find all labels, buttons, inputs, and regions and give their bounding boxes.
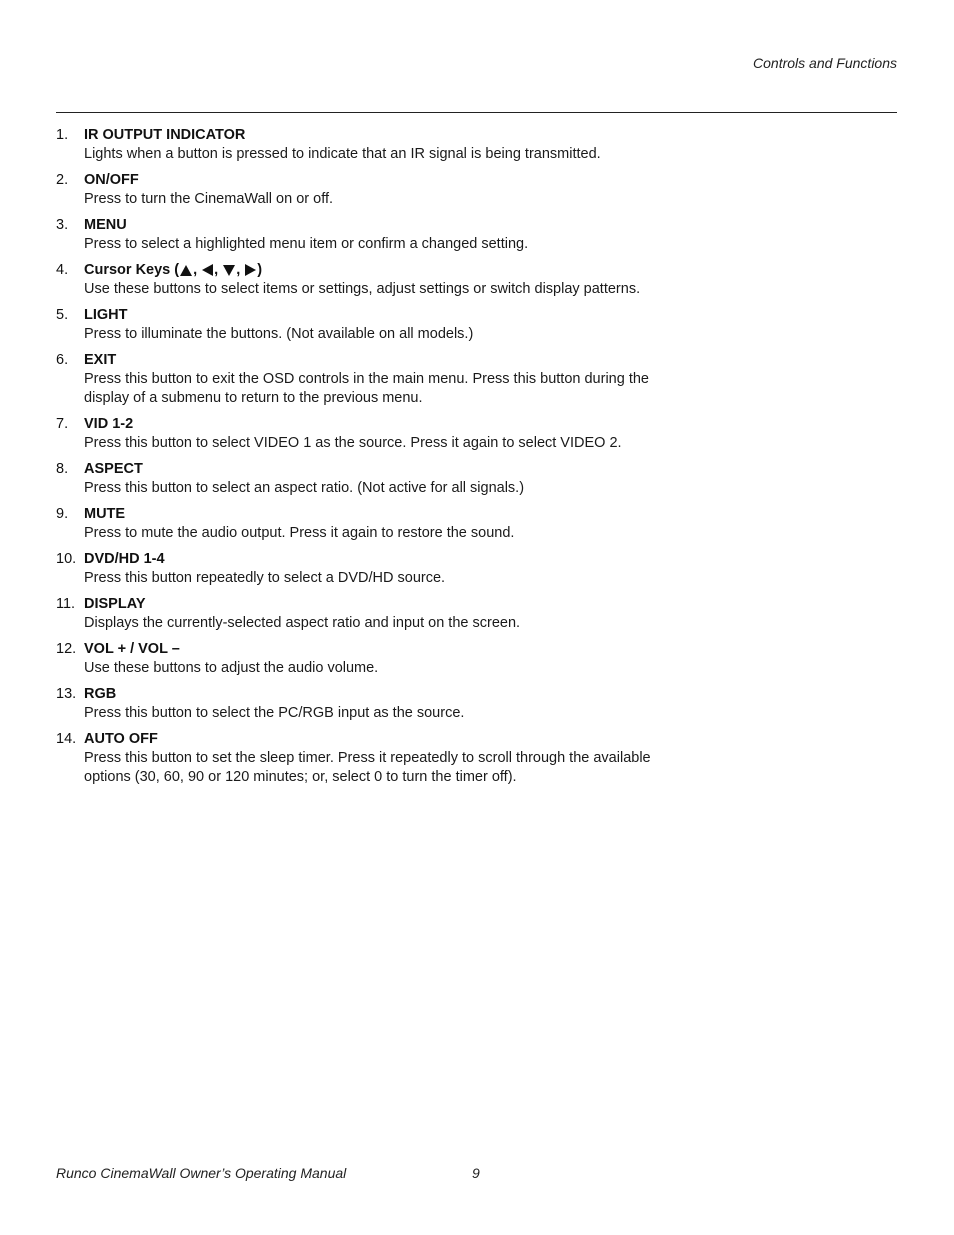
list-item-dvd-hd xyxy=(56,550,676,588)
up-arrow-icon xyxy=(180,265,192,276)
list-item-mute xyxy=(56,505,676,543)
item-description: Press to turn the CinemaWall on or off. xyxy=(84,191,334,207)
item-description: Use these buttons to select items or settings, adjust settings or switch display patterns. xyxy=(84,281,641,297)
list-item-aspect xyxy=(56,460,676,498)
item-number: 11. xyxy=(56,596,76,612)
item-number: 10. xyxy=(56,551,77,567)
item-description: Press this button to select an aspect ratio. (Not active for all signals.) xyxy=(84,480,525,496)
item-description: Press this button to select the PC/RGB input as the source. xyxy=(84,705,465,721)
item-title: Cursor Keys xyxy=(84,262,171,278)
item-number: 12. xyxy=(56,641,77,657)
right-arrow-icon xyxy=(245,264,256,276)
item-number: 3. xyxy=(56,217,69,233)
item-title: VID 1-2 xyxy=(84,416,134,432)
item-title: ASPECT xyxy=(84,461,143,477)
item-title-group: Cursor Keys ( , , , ) xyxy=(84,262,263,278)
item-title: EXIT xyxy=(84,352,117,368)
list-item-on-off xyxy=(56,171,676,209)
manual-title-footer: Runco CinemaWall Owner’s Operating Manual xyxy=(56,1165,347,1181)
list-item-light xyxy=(56,306,676,344)
item-number: 1. xyxy=(56,127,69,143)
item-title: MUTE xyxy=(84,506,126,522)
item-title: LIGHT xyxy=(84,307,128,323)
item-title: DVD/HD 1-4 xyxy=(84,551,165,567)
list-item-vid-1-2 xyxy=(56,415,676,453)
item-title: VOL + / VOL – xyxy=(84,641,180,657)
list-item-auto-off xyxy=(56,730,676,787)
item-title: MENU xyxy=(84,217,127,233)
item-number: 6. xyxy=(56,352,69,368)
item-number: 8. xyxy=(56,461,69,477)
item-description: Use these buttons to adjust the audio volume. xyxy=(84,660,379,676)
left-arrow-icon xyxy=(202,264,213,276)
item-description: Press to illuminate the buttons. (Not available on all models.) xyxy=(84,326,474,342)
item-description: Lights when a button is pressed to indicate that an IR signal is being transmitted. xyxy=(84,146,601,162)
page-number: 9 xyxy=(472,1165,480,1181)
item-description: Displays the currently-selected aspect ratio and input on the screen. xyxy=(84,615,521,631)
item-title: IR OUTPUT INDICATOR xyxy=(84,127,246,143)
item-description: Press to select a highlighted menu item or confirm a changed setting. xyxy=(84,236,529,252)
down-arrow-icon xyxy=(223,265,235,276)
item-number: 2. xyxy=(56,172,69,188)
item-description: Press this button to select VIDEO 1 as the source. Press it again to select VIDEO 2. xyxy=(84,435,622,451)
list-item-cursor-keys xyxy=(56,261,676,299)
item-description: Press this button repeatedly to select a DVD/HD source. xyxy=(84,570,446,586)
item-number: 4. xyxy=(56,262,69,278)
list-item-exit xyxy=(56,351,676,408)
list-item-rgb xyxy=(56,685,676,723)
item-title: ON/OFF xyxy=(84,172,139,188)
item-title: DISPLAY xyxy=(84,596,146,612)
item-description: Press to mute the audio output. Press it again to restore the sound. xyxy=(84,525,515,541)
item-title: AUTO OFF xyxy=(84,731,158,747)
item-description: Press this button to exit the OSD controls in the main menu. Press this button during the display of a submenu to return to the previous menu. xyxy=(84,371,649,406)
list-item-volume xyxy=(56,640,676,678)
controls-list xyxy=(56,126,676,794)
list-item-ir-output-indicator xyxy=(56,126,676,164)
list-item-menu xyxy=(56,216,676,254)
running-header: Controls and Functions xyxy=(753,55,897,71)
item-title: RGB xyxy=(84,686,117,702)
item-description: Press this button to set the sleep timer. Press it repeatedly to scroll through the available options (30, 60, 90 or 120 minutes; or, select 0 to turn the timer off). xyxy=(84,750,651,785)
item-number: 5. xyxy=(56,307,69,323)
item-number: 7. xyxy=(56,416,69,432)
item-number: 13. xyxy=(56,686,77,702)
list-item-display xyxy=(56,595,676,633)
item-number: 9. xyxy=(56,506,69,522)
item-number: 14. xyxy=(56,731,77,747)
header-divider xyxy=(56,112,897,113)
